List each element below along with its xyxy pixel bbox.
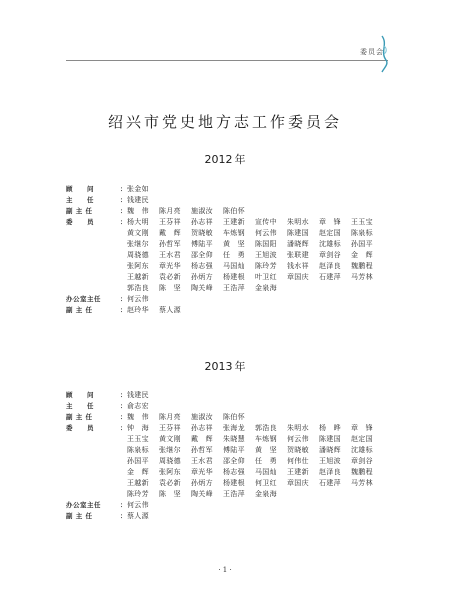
member-names (127, 478, 383, 489)
page-title: 绍兴市党史地方志工作委员会 (107, 113, 342, 131)
member-name: 戴 辉 (191, 435, 213, 443)
member-name: 任 勇 (223, 251, 245, 259)
year-char: 年 (234, 153, 246, 166)
member-name: 钟 海 (127, 424, 149, 432)
label-colon: ： (120, 196, 127, 204)
member-name: 陈建国 (319, 435, 341, 443)
member-name: 蔡人源 (159, 306, 181, 314)
member-name: 金泉海 (255, 284, 277, 292)
member-name: 赵玲华 (127, 306, 149, 314)
member-name: 陈 坚 (159, 284, 181, 292)
member-name: 石建萍 (319, 273, 341, 281)
label-colon: ： (120, 185, 127, 193)
member-name: 潘晓辉 (287, 240, 309, 248)
header-ornament-icon (378, 34, 392, 74)
member-name: 陈玲芳 (127, 490, 149, 498)
label-colon: ： (120, 306, 127, 314)
committee-row (66, 294, 396, 305)
member-name: 傅陆平 (223, 446, 245, 454)
member-name: 金 辉 (351, 251, 373, 259)
role-label-text: 副 主 任 (66, 207, 93, 215)
member-names (127, 401, 159, 412)
member-names (127, 500, 159, 511)
member-name: 郭浩良 (127, 284, 149, 292)
member-name: 何云伟 (127, 501, 149, 509)
label-colon: ： (120, 424, 127, 432)
member-name: 马芳林 (351, 479, 373, 487)
member-name: 陈泉标 (127, 446, 149, 454)
member-name: 魏 伟 (127, 413, 149, 421)
label-colon: ： (120, 391, 127, 399)
year-number: 2012 (204, 153, 233, 166)
member-name: 王建新 (287, 468, 309, 476)
member-name: 章剑谷 (351, 457, 373, 465)
role-label-text: 主 任 (66, 402, 94, 410)
member-names (127, 250, 383, 261)
member-names (127, 467, 383, 478)
year-heading-2012 (0, 151, 450, 167)
member-name: 沈雄标 (319, 240, 341, 248)
committee-row (66, 434, 396, 445)
role-label-text: 办公室主任 (66, 295, 101, 303)
member-name: 傅陆平 (191, 240, 213, 248)
member-name: 周骁德 (127, 251, 149, 259)
member-name: 陈建国 (287, 229, 309, 237)
member-name: 车炼钢 (255, 435, 277, 443)
member-name: 孙哲军 (191, 446, 213, 454)
member-names (127, 434, 383, 445)
member-name: 黄文刚 (159, 435, 181, 443)
role-label-text: 顾 问 (66, 391, 94, 399)
label-colon: ： (120, 402, 127, 410)
member-name: 朱晓慧 (223, 435, 245, 443)
member-name: 王芬祥 (159, 424, 181, 432)
member-names (127, 511, 159, 522)
role-label-text: 顾 问 (66, 185, 94, 193)
committee-row (66, 272, 396, 283)
role-label-text: 委 员 (66, 424, 94, 432)
committee-row (66, 206, 396, 217)
member-name: 黄 坚 (255, 446, 277, 454)
member-names (127, 283, 287, 294)
label-colon: ： (120, 218, 127, 226)
role-label-text: 副 主 任 (66, 306, 93, 314)
member-name: 张继尔 (159, 446, 181, 454)
member-name: 宣传中 (255, 218, 277, 226)
committee-row (66, 228, 396, 239)
member-name: 章 锋 (351, 424, 373, 432)
label-colon: ： (120, 501, 127, 509)
member-name: 何伟仕 (287, 457, 309, 465)
member-name: 杨建根 (223, 479, 245, 487)
member-name: 黄文刚 (127, 229, 149, 237)
member-name: 潘晓辉 (319, 446, 341, 454)
member-name: 贺晓敏 (287, 446, 309, 454)
header-rule (66, 60, 388, 61)
role-label (66, 305, 128, 316)
role-label (66, 500, 128, 511)
member-names (127, 456, 383, 467)
member-names (127, 489, 287, 500)
member-name: 魏鹏程 (351, 262, 373, 270)
role-label (66, 184, 128, 195)
committee-list-2013 (66, 390, 396, 522)
member-names (127, 423, 383, 434)
member-name: 陶关峰 (191, 284, 213, 292)
member-name: 张阿东 (159, 468, 181, 476)
member-name: 王芬祥 (159, 218, 181, 226)
member-name: 陈国阳 (255, 240, 277, 248)
member-name: 王越新 (127, 273, 149, 281)
member-name: 王建新 (223, 218, 245, 226)
member-name: 周骁德 (159, 457, 181, 465)
committee-row (66, 390, 396, 401)
member-name: 钱建民 (127, 196, 149, 204)
member-name: 邵全仰 (223, 457, 245, 465)
member-names (127, 239, 383, 250)
role-label (66, 217, 128, 228)
member-name: 章国庆 (287, 479, 309, 487)
member-name: 王越新 (127, 479, 149, 487)
member-name: 袁必新 (159, 273, 181, 281)
committee-row (66, 489, 396, 500)
member-name: 戴 辉 (159, 229, 181, 237)
role-label (66, 206, 128, 217)
member-name: 金 辉 (127, 468, 149, 476)
member-name: 魏 伟 (127, 207, 149, 215)
member-name: 张阿东 (127, 262, 149, 270)
member-names (127, 294, 159, 305)
role-label (66, 294, 128, 305)
member-name: 章国庆 (287, 273, 309, 281)
committee-row (66, 467, 396, 478)
member-names (127, 206, 255, 217)
member-names (127, 195, 159, 206)
member-name: 张金如 (127, 185, 149, 193)
member-names (127, 217, 383, 228)
member-name: 赵泽良 (319, 468, 341, 476)
member-name: 杨建根 (223, 273, 245, 281)
committee-row (66, 412, 396, 423)
label-colon: ： (120, 295, 127, 303)
member-name: 陈 坚 (159, 490, 181, 498)
member-name: 施淑汝 (191, 207, 213, 215)
year-number: 2013 (204, 360, 233, 373)
role-label-text: 委 员 (66, 218, 94, 226)
role-label (66, 390, 128, 401)
committee-row (66, 445, 396, 456)
committee-row (66, 283, 396, 294)
member-name: 张海龙 (223, 424, 245, 432)
member-name: 陈玲芳 (255, 262, 277, 270)
member-name: 孙志祥 (191, 218, 213, 226)
member-name: 王浩萍 (223, 284, 245, 292)
member-name: 章光华 (191, 468, 213, 476)
role-label-text: 副 主 任 (66, 413, 93, 421)
member-name: 王玉宝 (351, 218, 373, 226)
member-name: 王玉宝 (127, 435, 149, 443)
role-label (66, 511, 128, 522)
member-name: 张联建 (287, 251, 309, 259)
member-name: 郭浩良 (255, 424, 277, 432)
member-name: 章光华 (159, 262, 181, 270)
role-label (66, 412, 128, 423)
member-name: 王水君 (191, 457, 213, 465)
member-name: 车炼钢 (223, 229, 245, 237)
committee-row (66, 217, 396, 228)
year-char: 年 (234, 360, 246, 373)
member-name: 陈伯怀 (223, 207, 245, 215)
member-name: 何云伟 (255, 229, 277, 237)
member-names (127, 272, 383, 283)
member-names (127, 261, 383, 272)
committee-row (66, 305, 396, 316)
member-name: 何云伟 (287, 435, 309, 443)
member-names (127, 184, 159, 195)
role-label (66, 195, 128, 206)
committee-list-2012 (66, 184, 396, 316)
member-name: 何云伟 (127, 295, 149, 303)
member-name: 朱明水 (287, 218, 309, 226)
member-name: 蔡人源 (127, 512, 149, 520)
member-names (127, 412, 255, 423)
committee-row (66, 478, 396, 489)
member-name: 赵定国 (351, 435, 373, 443)
member-name: 孙哲军 (159, 240, 181, 248)
member-name: 任 勇 (255, 457, 277, 465)
member-name: 孙炳方 (191, 479, 213, 487)
committee-row (66, 423, 396, 434)
member-name: 邵全仰 (191, 251, 213, 259)
role-label-text: 副 主 任 (66, 512, 93, 520)
running-head: 委员会 (360, 48, 384, 56)
member-name: 黄 坚 (223, 240, 245, 248)
committee-row (66, 511, 396, 522)
member-name: 孙志祥 (191, 424, 213, 432)
committee-row (66, 195, 396, 206)
member-name: 袁必新 (159, 479, 181, 487)
year-heading-2013 (0, 358, 450, 374)
member-name: 王旭波 (255, 251, 277, 259)
member-name: 朱明水 (287, 424, 309, 432)
member-name: 陈伯怀 (223, 413, 245, 421)
label-colon: ： (120, 207, 127, 215)
member-name: 王水君 (159, 251, 181, 259)
member-name: 孙国平 (127, 457, 149, 465)
member-name: 施淑汝 (191, 413, 213, 421)
member-name: 马国灿 (223, 262, 245, 270)
member-name: 赵泽良 (319, 262, 341, 270)
label-colon: ： (120, 413, 127, 421)
member-name: 陈月亮 (159, 207, 181, 215)
page-number: · 1 · (218, 566, 232, 574)
member-name: 钱建民 (127, 391, 149, 399)
committee-row (66, 239, 396, 250)
role-label (66, 423, 128, 434)
member-name: 章 锋 (319, 218, 341, 226)
member-name: 孙炳方 (191, 273, 213, 281)
member-name: 张继尔 (127, 240, 149, 248)
committee-row (66, 250, 396, 261)
member-name: 杨大明 (127, 218, 149, 226)
committee-row (66, 456, 396, 467)
member-name: 魏鹏程 (351, 468, 373, 476)
committee-row (66, 184, 396, 195)
member-names (127, 228, 383, 239)
member-names (127, 305, 191, 316)
member-name: 贺晓敏 (191, 229, 213, 237)
member-name: 杨 晔 (319, 424, 341, 432)
member-name: 俞志宏 (127, 402, 149, 410)
member-name: 杨志强 (223, 468, 245, 476)
role-label-text: 主 任 (66, 196, 94, 204)
label-colon: ： (120, 512, 127, 520)
member-name: 杨志强 (191, 262, 213, 270)
member-names (127, 390, 159, 401)
member-name: 马国灿 (255, 468, 277, 476)
member-name: 沈雄标 (351, 446, 373, 454)
role-label (66, 401, 128, 412)
member-name: 何卫红 (255, 479, 277, 487)
role-label-text: 办公室主任 (66, 501, 101, 509)
member-name: 陈月亮 (159, 413, 181, 421)
member-names (127, 445, 383, 456)
committee-row (66, 500, 396, 511)
member-name: 马芳林 (351, 273, 373, 281)
member-name: 章剑谷 (319, 251, 341, 259)
member-name: 石建萍 (319, 479, 341, 487)
member-name: 孙国平 (351, 240, 373, 248)
member-name: 叶卫红 (255, 273, 277, 281)
member-name: 王旭波 (319, 457, 341, 465)
member-name: 王浩萍 (223, 490, 245, 498)
member-name: 金泉海 (255, 490, 277, 498)
member-name: 赵定国 (319, 229, 341, 237)
committee-row (66, 401, 396, 412)
committee-row (66, 261, 396, 272)
member-name: 陶关峰 (191, 490, 213, 498)
member-name: 陈泉标 (351, 229, 373, 237)
member-name: 钱水祥 (287, 262, 309, 270)
